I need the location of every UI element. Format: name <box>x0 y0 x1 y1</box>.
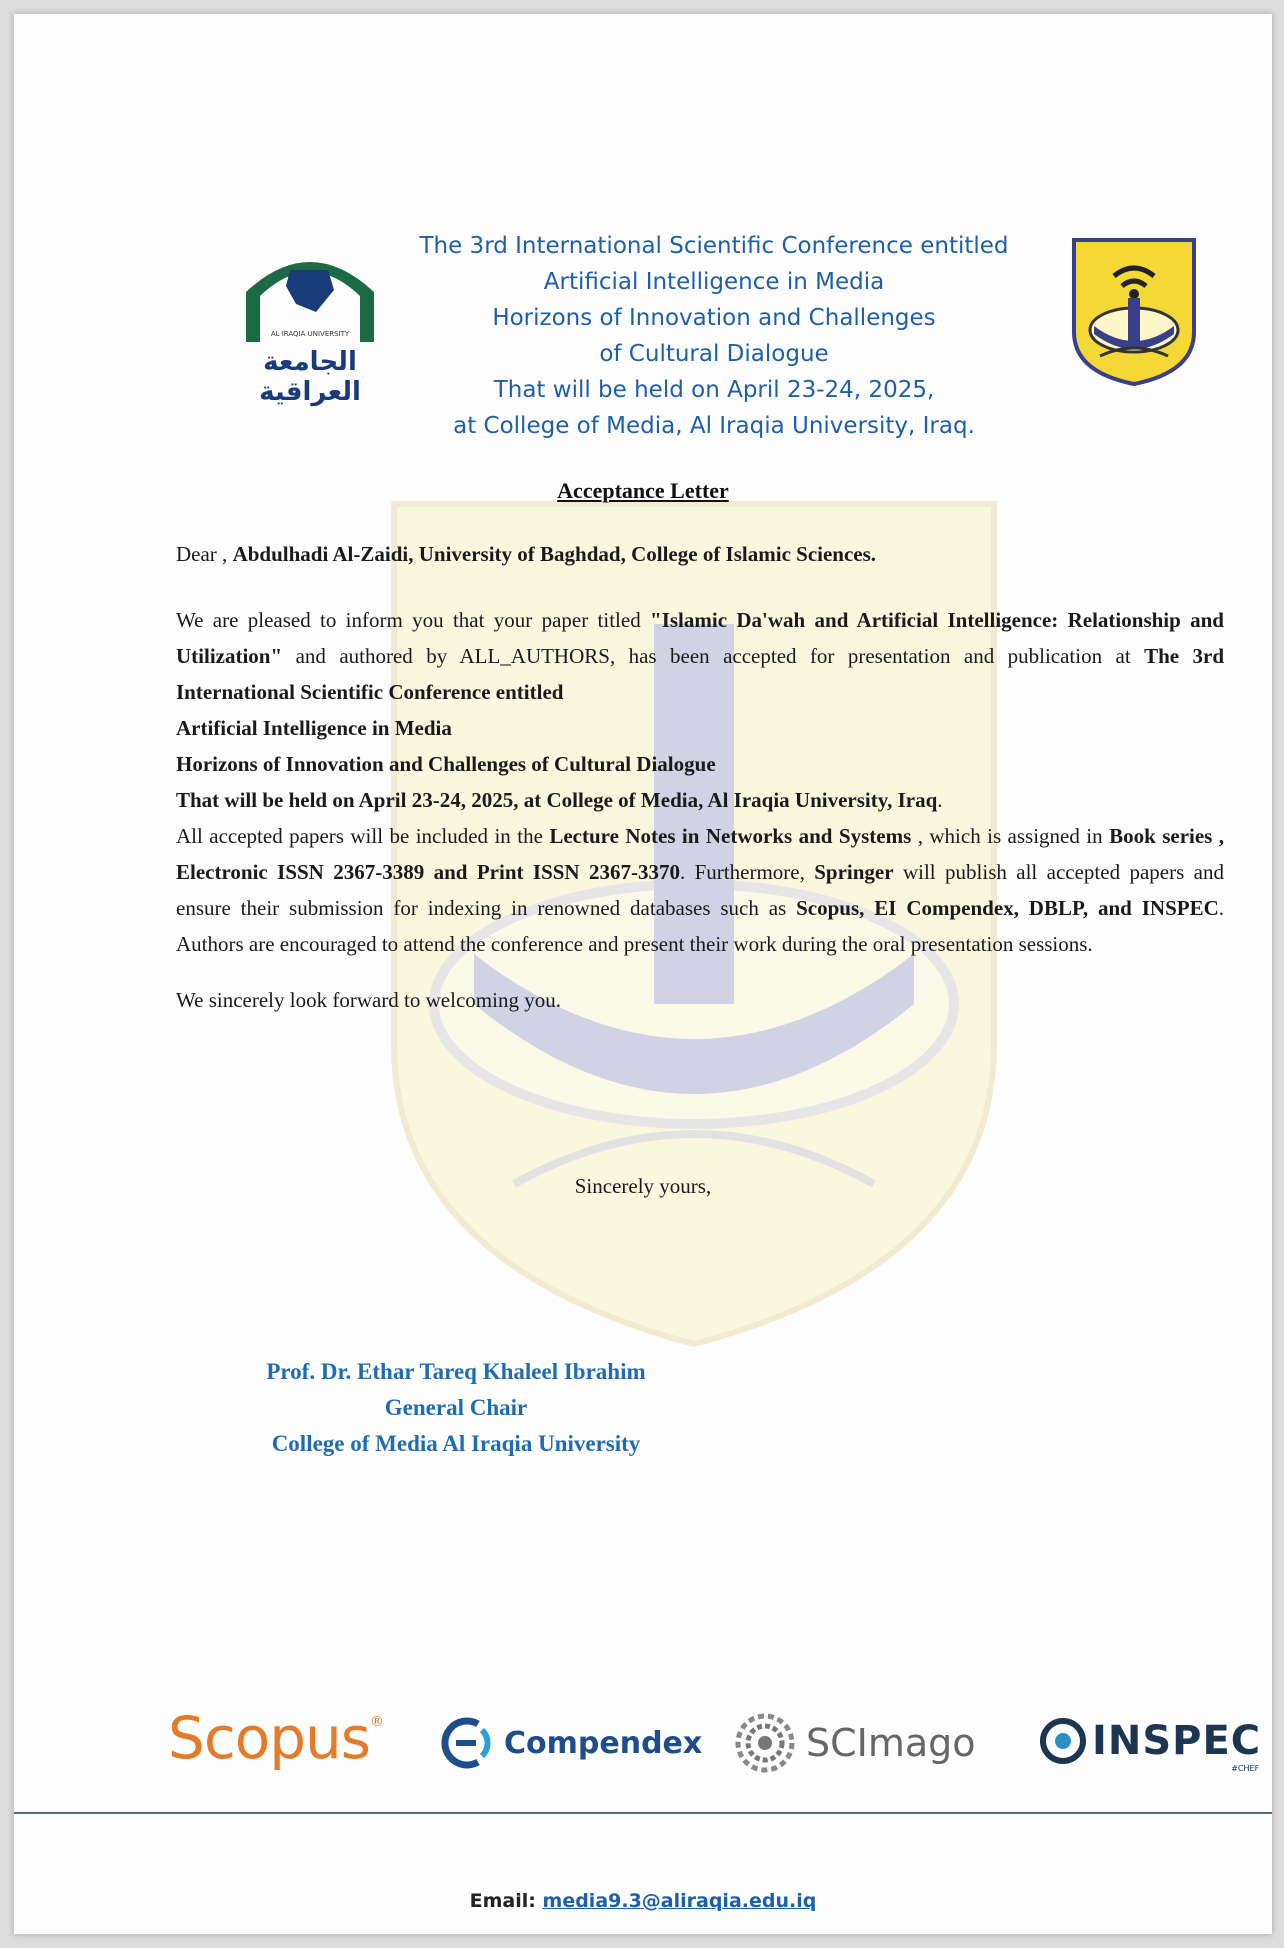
conference-line: of Cultural Dialogue <box>599 341 829 367</box>
conference-line: That will be held on April 23-24, 2025, <box>493 377 935 403</box>
al-iraqia-university-logo <box>236 242 384 407</box>
salutation: Dear , Abdulhadi Al-Zaidi, University of Baghdad, College of Islamic Sciences. <box>176 542 877 566</box>
inspec-circle-icon <box>1040 1718 1086 1764</box>
sincerely-yours: Sincerely yours, <box>574 1174 712 1198</box>
letter-page <box>14 14 1272 1934</box>
conference-line: at College of Media, Al Iraqia University, Iraq. <box>453 413 975 439</box>
conference-header <box>374 228 1054 444</box>
compendex-e-icon <box>438 1714 496 1772</box>
university-arabic-name: الجامعة العراقية <box>259 347 361 407</box>
acceptance-paragraph: We are pleased to inform you that your paper titled "Islamic Da'wah and Artificial Intelligence: Relationship and Utilization" and authored by ALL_AUTHORS, has been accepted for presentation and publication at The 3rd International Scientific Conference entitled <box>176 608 1225 704</box>
svg-text:AL IRAQIA UNIVERSITY: AL IRAQIA UNIVERSITY <box>270 330 350 338</box>
closing-line: We sincerely look forward to welcoming you. <box>176 988 561 1012</box>
compendex-logo: Compendex <box>438 1714 702 1772</box>
footer-email <box>14 1890 1272 1912</box>
email-link[interactable]: media9.3@aliraqia.edu.iq <box>542 1890 817 1912</box>
footer-divider <box>14 1812 1272 1814</box>
conference-line: The 3rd International Scientific Conference entitled <box>419 233 1009 259</box>
conference-line: Artificial Intelligence in Media <box>543 269 885 295</box>
email-label: Email: <box>469 1890 536 1912</box>
signatory-organization: College of Media Al Iraqia University <box>271 1431 641 1456</box>
signature-block <box>206 1354 706 1462</box>
signatory-name: Prof. Dr. Ethar Tareq Khaleel Ibrahim <box>266 1359 646 1384</box>
university-arch-icon <box>236 242 384 342</box>
conference-name: The 3rd International Scientific Conference entitled <box>176 644 1225 704</box>
scopus-logo: Scopus® <box>168 1704 383 1772</box>
letter-title: Acceptance Letter <box>557 478 729 503</box>
signatory-role: General Chair <box>384 1395 528 1420</box>
conference-date-venue: That will be held on April 23-24, 2025, at College of Media, Al Iraqia University, Iraq. <box>176 788 943 812</box>
conference-line: Horizons of Innovation and Challenges <box>492 305 936 331</box>
conference-topic: Artificial Intelligence in Media <box>176 716 452 740</box>
scimago-logo: SCImago <box>734 1712 976 1774</box>
college-of-media-emblem <box>1070 236 1198 388</box>
inspec-logo: INSPEC #CHEF <box>1040 1718 1261 1764</box>
recipient: Abdulhadi Al-Zaidi, University of Baghdad, College of Islamic Sciences. <box>232 542 877 566</box>
indexing-logos <box>14 1704 1272 1794</box>
scimago-swirl-icon <box>734 1712 796 1774</box>
letter-body <box>176 536 1224 1018</box>
paper-title: "Islamic Da'wah and Artificial Intelligence: Relationship and Utilization" <box>176 608 1224 668</box>
publication-paragraph: All accepted papers will be included in the Lecture Notes in Networks and Systems , which is assigned in Book series , Electronic ISSN 2367-3389 and Print ISSN 2367-3370. Furthermore, Springer will publish all accepted papers and ensure their submission for indexing in renowned databases such as Scopus, EI Compendex, DBLP, and INSPEC. Authors are encouraged to attend the conference and present their work during the oral presentation sessions. <box>176 824 1225 956</box>
conference-subtopic: Horizons of Innovation and Challenges of Cultural Dialogue <box>176 752 716 776</box>
